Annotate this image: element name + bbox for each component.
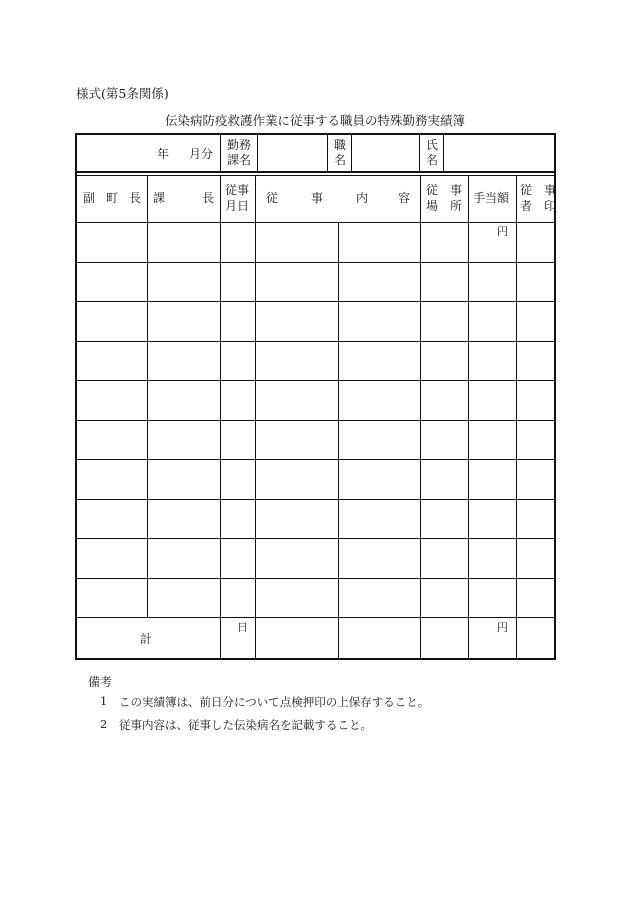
- name-label-2: 名: [426, 153, 439, 167]
- notes-heading: 備考: [88, 675, 113, 689]
- section-chief-header-2: 長: [202, 191, 215, 205]
- date-header-1: 従事: [225, 183, 250, 197]
- col-line: [220, 175, 221, 660]
- date-header-2: 月日: [225, 199, 250, 213]
- content-header-2: 事: [311, 191, 324, 205]
- row-line: [77, 262, 554, 263]
- name-label-1: 氏: [426, 138, 439, 152]
- row-line: [77, 459, 554, 460]
- row-line: [77, 499, 554, 500]
- allowance-header: 手当額: [473, 191, 510, 205]
- month-label: 月分: [189, 147, 214, 161]
- row-line: [77, 578, 554, 579]
- col-line: [468, 175, 469, 660]
- place-header-2: 場 所: [426, 199, 463, 213]
- row-line: [77, 222, 554, 223]
- seal-header-1: 従 事: [520, 183, 557, 197]
- day-unit: 日: [237, 621, 248, 634]
- row-line: [77, 617, 554, 618]
- col-line: [443, 135, 444, 171]
- col-line: [420, 175, 421, 660]
- document-title: 伝染病防疫救護作業に従事する職員の特殊勤務実績簿: [164, 113, 465, 128]
- content-header-1: 従: [266, 191, 279, 205]
- record-table: [75, 133, 556, 660]
- place-header-1: 従 事: [426, 183, 463, 197]
- row-line: [77, 341, 554, 342]
- seal-header-2: 者 印: [520, 199, 557, 213]
- content-header-3: 内: [356, 191, 369, 205]
- position-label-2: 名: [334, 153, 347, 167]
- note-1-text: この実績簿は、前日分について点検押印の上保存すること。: [119, 695, 430, 709]
- col-line: [351, 135, 352, 171]
- header-divider-inner: [77, 175, 554, 176]
- row-line: [77, 301, 554, 302]
- year-label: 年: [157, 147, 170, 161]
- total-label: 計: [140, 632, 153, 646]
- col-line: [257, 135, 258, 171]
- note-1-number: 1: [100, 694, 108, 708]
- form-label: 様式(第5条関係): [76, 86, 169, 101]
- row-line: [77, 380, 554, 381]
- header-divider: [77, 171, 554, 173]
- vice-mayor-header-1: 副: [83, 191, 96, 205]
- note-2-text: 従事内容は、従事した伝染病名を記載すること。: [119, 718, 372, 732]
- total-yen-unit: 円: [497, 621, 508, 634]
- col-line: [147, 175, 148, 618]
- position-label-1: 職: [334, 138, 347, 152]
- yen-unit: 円: [497, 225, 508, 238]
- col-line: [220, 135, 221, 171]
- vice-mayor-header-2: 町: [106, 191, 119, 205]
- col-line: [419, 135, 420, 171]
- department-label-1: 勤務: [227, 138, 252, 152]
- col-line: [255, 175, 256, 660]
- vice-mayor-header-3: 長: [129, 191, 142, 205]
- department-label-2: 課名: [227, 153, 252, 167]
- col-line: [516, 175, 517, 660]
- content-header-4: 容: [398, 191, 411, 205]
- section-chief-header-1: 課: [153, 191, 166, 205]
- col-line: [327, 135, 328, 171]
- row-line: [77, 420, 554, 421]
- col-line: [338, 222, 339, 660]
- note-2-number: 2: [100, 717, 108, 731]
- row-line: [77, 538, 554, 539]
